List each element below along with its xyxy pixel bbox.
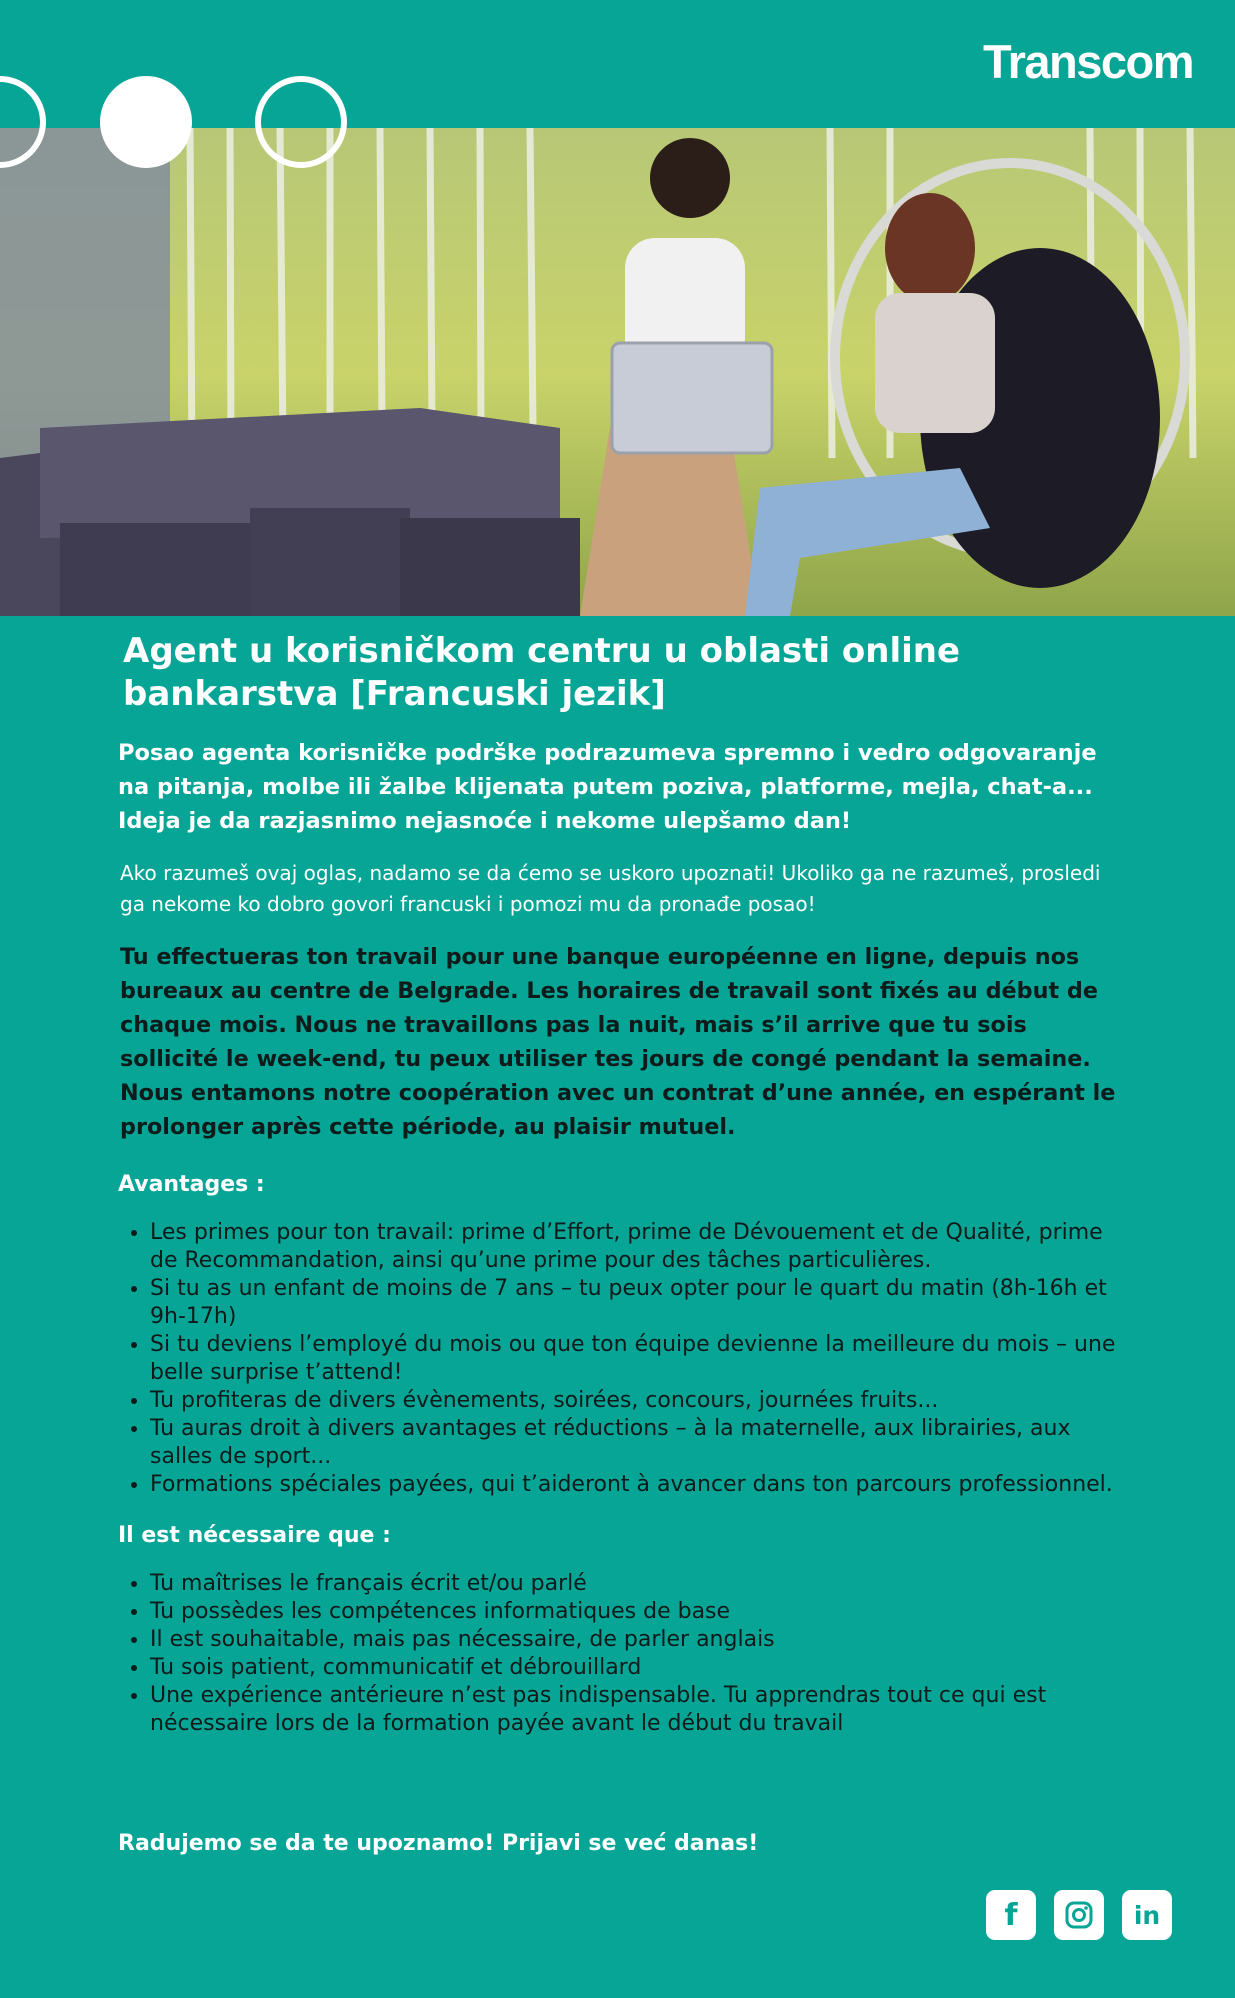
requirements-list: [118, 1570, 1128, 1738]
closing-call-to-action: Radujemo se da te upoznamo! Prijavi se već danas!: [118, 1831, 759, 1856]
language-note-paragraph: Ako razumeš ovaj oglas, nadamo se da ćemo se uskoro upoznati! Ukoliko ga ne razumeš, prosledi ga nekome ko dobro govori francuski i pomozi mu da pronađe posao!: [120, 861, 1101, 916]
list-item: • Tu profiteras de divers évènements, soirées, concours, journées fruits...: [150, 1387, 1128, 1415]
list-item: • Une expérience antérieure n’est pas indispensable. Tu apprendras tout ce qui est nécessaire lors de la formation payée avant le début du travail: [150, 1682, 1128, 1738]
list-item: • Il est souhaitable, mais pas nécessaire, de parler anglais: [150, 1626, 1128, 1654]
social-links: [986, 1890, 1172, 1940]
decorative-ring-right: [255, 76, 347, 168]
instagram-glyph: [1064, 1900, 1094, 1930]
list-item: • Si tu as un enfant de moins de 7 ans – tu peux opter pour le quart du matin (8h-16h et 9h-17h): [150, 1275, 1128, 1331]
job-posting-content: [118, 630, 1128, 1738]
job-description-paragraph: Tu effectueras ton travail pour une banque européenne en ligne, depuis nos bureaux au centre de Belgrade. Les horaires de travail sont fixés au début de chaque mois. Nous ne travaillons pas la nuit, mais s’il arrive que tu sois sollicité le week-end, tu peux utiliser tes jours de congé pendant la semaine. Nous entamons notre coopération avec un contrat d’une année, en espérant le prolonger après cette période, au plaisir mutuel.: [120, 944, 1116, 1140]
list-item: • Tu auras droit à divers avantages et réductions – à la maternelle, aux librairies, aux salles de sport...: [150, 1415, 1128, 1471]
linkedin-glyph: in: [1133, 1900, 1161, 1930]
facebook-icon[interactable]: [986, 1890, 1036, 1940]
job-title: Agent u korisničkom centru u oblasti online bankarstva [Francuski jezik]: [123, 631, 961, 714]
intro-paragraph: Posao agenta korisničke podrške podrazumeva spremno i vedro odgovaranje na pitanja, molbe ili žalbe klijenata putem poziva, platforme, mejla, chat-a... Ideja je da razjasnimo nejasnoće i nekome ulepšamo dan!: [118, 740, 1097, 834]
requirements-heading: Il est nécessaire que :: [118, 1523, 391, 1548]
hero-photo: [0, 128, 1235, 616]
advantages-list: [118, 1219, 1128, 1499]
list-item: • Les primes pour ton travail: prime d’Effort, prime de Dévouement et de Qualité, prime de Recommandation, ainsi qu’une prime pour des tâches particulières.: [150, 1219, 1128, 1275]
advantages-heading: Avantages :: [118, 1172, 265, 1197]
facebook-glyph: f: [1004, 1897, 1018, 1933]
linkedin-icon[interactable]: [1122, 1890, 1172, 1940]
list-item: • Tu sois patient, communicatif et débrouillard: [150, 1654, 1128, 1682]
instagram-icon[interactable]: [1054, 1890, 1104, 1940]
list-item: • Tu possèdes les compétences informatiques de base: [150, 1598, 1128, 1626]
decorative-circle-filled: [100, 76, 192, 168]
list-item: • Si tu deviens l’employé du mois ou que ton équipe devienne la meilleure du mois – une belle surprise t’attend!: [150, 1331, 1128, 1387]
list-item: • Formations spéciales payées, qui t’aideront à avancer dans ton parcours professionnel.: [150, 1471, 1128, 1499]
transcom-logo: Transcom: [982, 35, 1193, 88]
list-item: • Tu maîtrises le français écrit et/ou parlé: [150, 1570, 1128, 1598]
